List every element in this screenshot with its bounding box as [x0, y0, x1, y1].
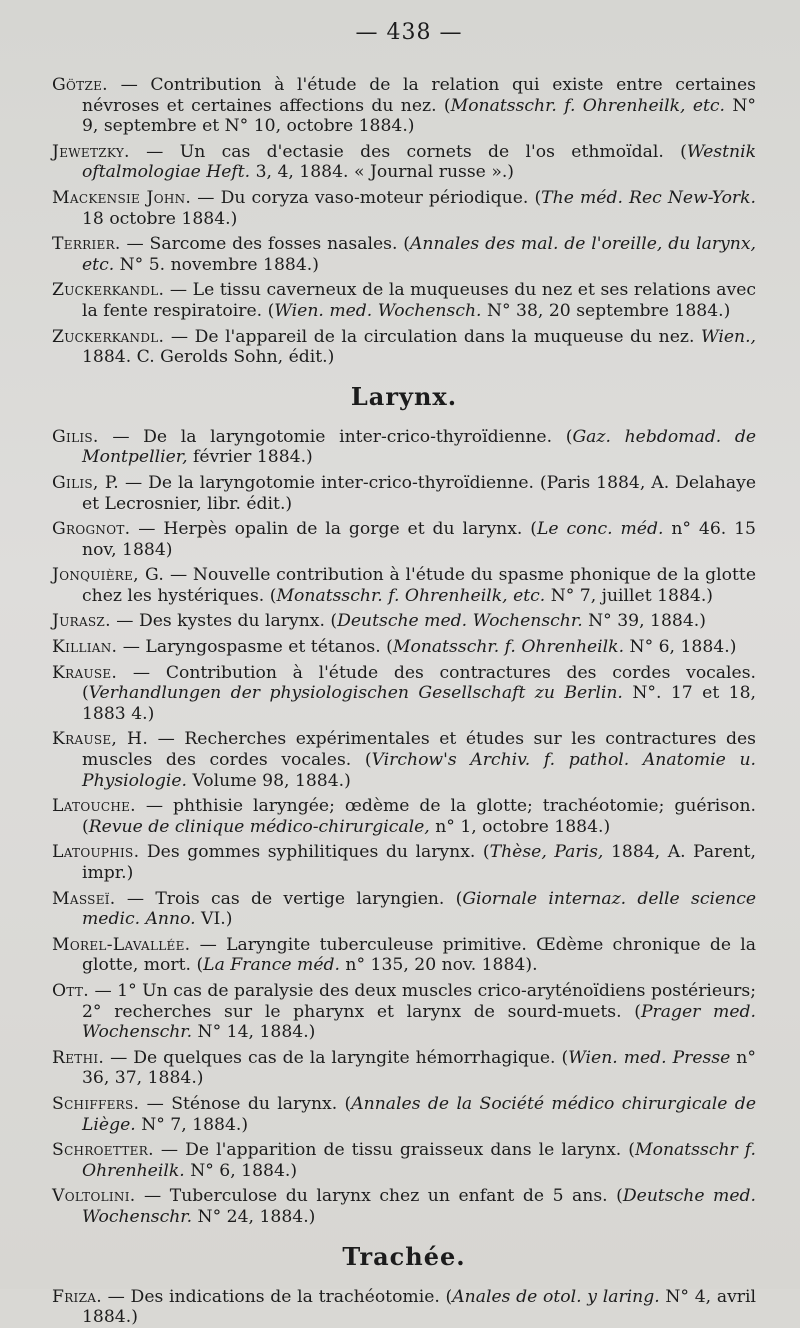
bibliography-entry [52, 981, 756, 1043]
entry-source: Deutsche med. Wochenschr. [337, 611, 583, 632]
entry-rest: 1884, A. Parent, impr.) [82, 842, 756, 883]
bibliography-entry [52, 796, 756, 837]
entry-rest: N° 5. novembre 1884.) [114, 254, 319, 275]
entry-source: Monatsschr. f. Ohrenheilk, etc. [450, 95, 726, 116]
entry-rest: n° 46. 15 nov, 1884) [82, 519, 756, 560]
entry-text: — 1° Un cas de paralysie des deux muscles crico-aryténoïdiens postérieurs; 2° recherches sur le pharynx et larynx de sourd-muets. ( [82, 980, 756, 1022]
entry-source: Deutsche med. Wochenschr. [82, 1186, 756, 1227]
bibliography-entry [52, 842, 756, 883]
entry-text: — Des kystes du larynx. ( [110, 611, 338, 632]
entry-text: — Sarcome des fosses nasales. ( [120, 234, 410, 255]
entry-source: Le conc. méd. [536, 519, 664, 540]
entry-author: Jurasz. [52, 611, 111, 632]
entries-list-nose [52, 75, 756, 368]
entry-rest: N° 4, avril 1884.) [82, 1286, 756, 1328]
bibliography-entry [52, 473, 756, 514]
bibliography-entry [52, 75, 756, 137]
entry-text: — Sténose du larynx. ( [139, 1093, 352, 1114]
entry-rest: février 1884.) [187, 447, 313, 468]
entry-text: — De la laryngotomie inter-crico-thyroïdienne. ( [98, 426, 573, 447]
bibliography-entry [52, 637, 756, 658]
bibliography-entry [52, 234, 756, 275]
entry-source: Prager med. Wochenschr. [82, 1001, 756, 1043]
entry-rest: N° 14, 1884.) [192, 1022, 316, 1043]
entries-list-larynx [52, 427, 756, 1228]
entry-text: — Nouvelle contribution à l'étude du spasme phonique de la glotte chez les hystériques. ( [82, 565, 756, 606]
entry-author: Zuckerkandl. [52, 326, 165, 347]
entry-text: — phthisie laryngée; œdème de la glotte; trachéotomie; guérison. ( [82, 796, 756, 837]
entry-source: Westnik oftalmologiae Heft. [82, 141, 756, 183]
entry-rest: N° 24, 1884.) [192, 1206, 316, 1227]
entry-rest: 18 octobre 1884.) [82, 208, 238, 229]
entry-source: Wien., [700, 326, 756, 347]
entry-author: Ott. [52, 980, 89, 1001]
entry-text: Des gommes syphilitiques du larynx. ( [139, 842, 490, 863]
entry-source: Revue de clinique médico-chirurgicale, [88, 816, 430, 837]
bibliography-entry [52, 427, 756, 468]
bibliography-entry [52, 280, 756, 321]
bibliography-entry [52, 935, 756, 976]
entry-rest: N° 7, juillet 1884.) [545, 585, 713, 606]
entry-author: Götze. [52, 75, 108, 95]
bibliography-entry [52, 1186, 756, 1227]
entry-source: Monatsschr f. Ohrenheilk. [82, 1140, 757, 1181]
entry-author: Krause, H. [52, 729, 149, 750]
bibliography-entry [52, 142, 756, 183]
entry-text: — Laryngite tuberculeuse primitive. Œdème chronique de la glotte, mort. ( [82, 934, 756, 976]
entry-author: Terrier. [52, 234, 121, 255]
entry-author: Grognot. [52, 519, 131, 540]
entry-source: Gaz. hebdomad. de Montpellier, [82, 426, 757, 468]
entries-list-trachee [52, 1287, 756, 1328]
entry-author: Mackensie John. [52, 187, 192, 208]
entry-author: Jewetzky. [52, 141, 130, 162]
entry-source: Annales des mal. de l'oreille, du larynx, etc. [82, 234, 756, 275]
entry-rest: N° 38, 20 septembre 1884.) [481, 300, 731, 321]
entry-text: — De l'appareil de la circulation dans la muqueuse du nez. [164, 326, 701, 347]
entry-author: Jonquière, G. [52, 565, 165, 586]
bibliography-entry [52, 1287, 756, 1328]
entry-source: La France méd. [203, 955, 340, 976]
section-title-trachee: Trachée. [342, 1241, 466, 1271]
entry-text: — Laryngospasme et tétanos. ( [117, 637, 393, 658]
bibliography-entry [52, 565, 756, 606]
entry-author: Gilis. [52, 426, 99, 447]
bibliography-entry [52, 663, 756, 725]
entry-text: — Herpès opalin de la gorge et du larynx. ( [130, 519, 537, 540]
entry-rest: N° 39, 1884.) [582, 611, 706, 632]
entry-rest: 3, 4, 1884. « Journal russe ».) [250, 162, 515, 183]
entry-rest: n° 135, 20 nov. 1884). [339, 955, 538, 976]
entry-author: Latouche. [52, 796, 136, 817]
entry-source: Annales de la Société médico chirurgicale de Liège. [82, 1093, 756, 1135]
entry-rest: Volume 98, 1884.) [187, 770, 351, 791]
entry-source: Anales de otol. y laring. [452, 1286, 660, 1307]
entry-author: Krause. [52, 662, 118, 683]
entry-text: — De quelques cas de la laryngite hémorrhagique. ( [104, 1047, 569, 1068]
entry-text: — Des indications de la trachéotomie. ( [101, 1286, 453, 1307]
entry-author: Friza. [52, 1286, 102, 1307]
entry-rest: N°. 17 et 18, 1883 4.) [82, 683, 756, 724]
entry-source: Virchow's Archiv. f. pathol. Anatomie u. Physiologie. [82, 750, 756, 791]
bibliography-entry [52, 1048, 756, 1089]
entry-rest: 1884. C. Gerolds Sohn, édit.) [82, 347, 335, 368]
page-number: — 438 — [355, 20, 463, 45]
bibliography-entry [52, 327, 756, 368]
entry-rest: N° 6, 1884.) [184, 1160, 298, 1181]
entry-author: Killian. [52, 637, 118, 658]
entry-text: — De la laryngotomie inter-crico-thyroïdienne. (Paris 1884, A. Delahaye et Lecrosnier, libr. édit.) [82, 472, 756, 514]
entry-source: Verhandlungen der physiologischen Gesellschaft zu Berlin. [88, 683, 623, 704]
bibliography-entry [52, 1140, 756, 1181]
entry-text: — Un cas d'ectasie des cornets de l'os ethmoïdal. ( [129, 141, 687, 162]
entry-source: Thèse, Paris, [489, 842, 604, 863]
entry-text: — Contribution à l'étude de la relation qui existe entre certaines névroses et certaines affections du nez. ( [82, 75, 756, 116]
bibliography-entry [52, 889, 756, 930]
entry-author: Voltolini. [52, 1186, 136, 1207]
entry-rest: n° 1, octobre 1884.) [429, 816, 611, 837]
entry-author: Schiffers. [52, 1093, 140, 1114]
entry-author: Morel-Lavallée. [52, 934, 191, 955]
entry-source: Wien. med. Wochensch. [274, 300, 482, 321]
entry-author: Latouphis. [52, 842, 140, 863]
entry-author: Zuckerkandl. [52, 280, 165, 301]
bibliography-entry [52, 188, 756, 229]
entry-text: — Le tissu caverneux de la muqueuses du nez et ses relations avec la fente respiratoire. ( [82, 280, 756, 321]
bibliography-entry [52, 729, 756, 791]
entry-text: — Contribution à l'étude des contractures des cordes vocales. ( [82, 662, 756, 704]
entry-rest: N° 9, septembre et N° 10, octobre 1884.) [82, 95, 756, 137]
entry-source: Monatsschr. f. Ohrenheilk, etc. [276, 585, 546, 606]
entry-text: — Trois cas de vertige laryngien. ( [115, 888, 463, 909]
entry-source: The méd. Rec New-York. [541, 187, 757, 208]
entry-source: Monatsschr. f. Ohrenheilk. [392, 637, 625, 658]
entry-source: Giornale internaz. delle science medic. Anno. [82, 888, 756, 930]
entry-source: Wien. med. Presse [568, 1047, 731, 1068]
entry-rest: N° 7, 1884.) [135, 1114, 249, 1135]
bibliography-entry [52, 611, 756, 632]
entry-rest: n° 36, 37, 1884.) [82, 1047, 756, 1089]
entry-rest: VI.) [195, 909, 233, 930]
entry-text: — Recherches expérimentales et études sur les contractures des muscles des cordes vocales. ( [82, 729, 756, 771]
entry-text: — Tuberculose du larynx chez un enfant de 5 ans. ( [135, 1186, 623, 1207]
section-title-larynx: Larynx. [350, 381, 458, 411]
entry-text: — Du coryza vaso-moteur périodique. ( [191, 187, 542, 208]
entry-rest: N° 6, 1884.) [624, 637, 737, 658]
entry-author: Rethi. [52, 1047, 105, 1068]
entry-text: — De l'apparition de tissu graisseux dans le larynx. ( [153, 1140, 636, 1161]
entry-author: Masseï. [52, 888, 116, 909]
bibliography-entry [52, 1094, 756, 1135]
entry-author: Gilis, P. [52, 472, 120, 493]
bibliography-entry [52, 519, 756, 560]
entry-author: Schroetter. [52, 1140, 154, 1161]
